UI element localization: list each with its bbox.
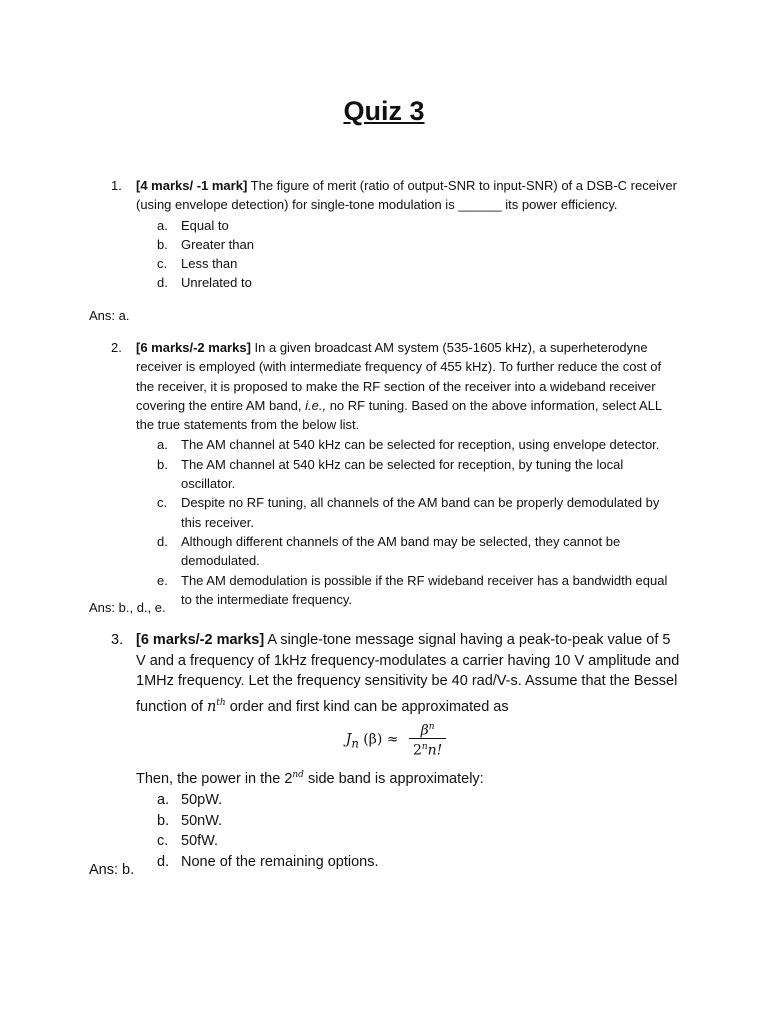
question-number: 3. bbox=[111, 632, 124, 648]
question-followup: Then, the power in the 2nd side band is approximately: bbox=[136, 770, 484, 787]
question-number: 1. bbox=[111, 178, 122, 193]
formula-fraction: $\frac{\beta^n}{2^nn!}$ bbox=[409, 719, 446, 760]
option-item: d. Unrelated to bbox=[157, 275, 252, 291]
question-marks: [4 marks/ -1 mark] bbox=[136, 178, 248, 193]
question-text: [6 marks/-2 marks] A single-tone message signal having a peak-to-peak value of 5 V and a frequency of 1kHz frequency-modulates a carrier having 10 V amplitude and 1MHz frequency. Let the frequency sensitivity be 40 rad/V-s. Assume that the Bessel function of $n^{th}$ order and first kind can be approximated as bbox=[136, 632, 680, 715]
option-item: a. The AM channel at 540 kHz can be selected for reception, using envelope detector. bbox=[157, 437, 660, 453]
option-list bbox=[136, 435, 681, 609]
question-text: [6 marks/-2 marks] In a given broadcast AM system (535-1605 kHz), a superheterodyne receiver is employed (with intermediate frequency of 455 kHz). To further reduce the cost of the receiver, it is proposed to make the RF section of the receiver into a wideband receiver covering the entire AM band, i.e., no RF tuning. Based on the above information, select ALL the true statements from the below list. bbox=[136, 340, 662, 433]
option-list bbox=[136, 790, 681, 872]
question-1 bbox=[111, 176, 681, 293]
answer-2: Ans: b., d., e. bbox=[89, 600, 166, 615]
option-item: e. The AM demodulation is possible if the RF wideband receiver has a bandwidth equal to the intermediate frequency. bbox=[157, 572, 668, 607]
option-item: b. Greater than bbox=[157, 236, 254, 252]
option-item: c. Less than bbox=[157, 256, 238, 272]
question-2 bbox=[111, 338, 681, 609]
question-text bbox=[136, 176, 681, 215]
option-item: b. 50nW. bbox=[157, 812, 223, 829]
answer-3: Ans: b. bbox=[89, 862, 135, 878]
page-title: Quiz 3 bbox=[343, 96, 425, 126]
option-list bbox=[136, 216, 681, 293]
answer-1: Ans: a. bbox=[89, 308, 130, 323]
bessel-formula: $J_n$ (β) ≈ $\frac{\beta^n}{2^nn!}$ bbox=[111, 719, 681, 760]
question-number: 2. bbox=[111, 340, 122, 355]
option-item: a. Equal to bbox=[157, 217, 229, 233]
option-item: c. Despite no RF tuning, all channels of the AM band can be properly demodulated by this receiver. bbox=[157, 495, 660, 530]
question-3 bbox=[111, 630, 681, 872]
option-item: d. None of the remaining options. bbox=[157, 853, 379, 870]
option-item: a. 50pW. bbox=[157, 792, 223, 809]
option-item: c. 50fW. bbox=[157, 833, 219, 850]
question-marks: [6 marks/-2 marks] bbox=[136, 340, 251, 355]
option-item: b. The AM channel at 540 kHz can be selected for reception, by tuning the local oscillator. bbox=[157, 456, 624, 492]
question-marks: [6 marks/-2 marks] bbox=[136, 632, 265, 648]
option-item: d. Although different channels of the AM band may be selected, they cannot be demodulated. bbox=[157, 533, 621, 569]
question-body: The figure of merit (ratio of output-SNR to input-SNR) of a DSB-C receiver (using envelope detection) for single-tone modulation is ______ its power efficiency. bbox=[136, 178, 677, 213]
